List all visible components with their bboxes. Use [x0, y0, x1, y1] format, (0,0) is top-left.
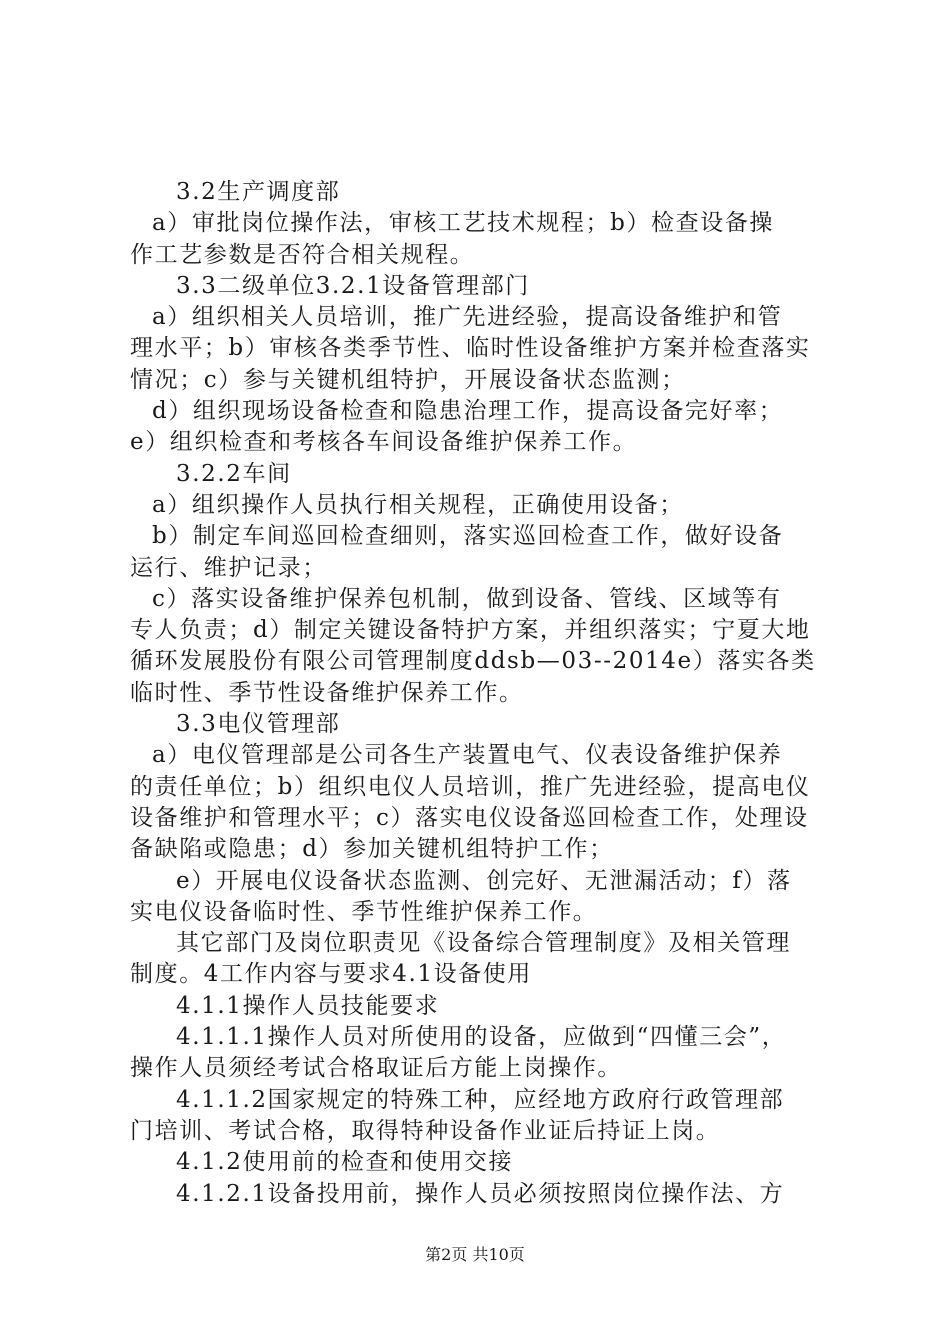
paragraph-line: 操作人员须经考试合格取证后方能上岗操作。 — [130, 1055, 622, 1082]
section-heading: 3.2.2车间 — [176, 460, 292, 487]
paragraph-line: 设备维护和管理水平；c）落实电仪设备巡回检查工作，处理设 — [130, 804, 809, 831]
paragraph-line: 循环发展股份有限公司管理制度ddsb—03--2014e）落实各类 — [130, 648, 816, 675]
document-body — [130, 177, 832, 1210]
section-heading: 4.1.1操作人员技能要求 — [176, 992, 440, 1019]
paragraph-line: 专人负责；d）制定关键设备特护方案，并组织落实；宁夏大地 — [130, 617, 811, 644]
paragraph-line: 4.1.1.2国家规定的特殊工种，应经地方政府行政管理部 — [176, 1086, 785, 1113]
paragraph-line: c）落实设备维护保养包机制，做到设备、管线、区域等有 — [152, 585, 782, 612]
paragraph-line: 4.1.2.1设备投用前，操作人员必须按照岗位操作法、方 — [176, 1180, 785, 1207]
paragraph-line: a）电仪管理部是公司各生产装置电气、仪表设备维护保养 — [152, 742, 783, 769]
section-heading: 3.3电仪管理部 — [176, 711, 341, 738]
paragraph-line: 备缺陷或隐患；d）参加关键机组特护工作； — [130, 836, 614, 863]
paragraph-line: 运行、维护记录； — [130, 554, 327, 581]
paragraph-line: 实电仪设备临时性、季节性维护保养工作。 — [130, 898, 598, 925]
paragraph-line: 制度。4工作内容与要求4.1设备使用 — [130, 961, 533, 988]
paragraph-line: 门培训、考试合格，取得特种设备作业证后持证上岗。 — [130, 1117, 721, 1144]
paragraph-line: d）组织现场设备检查和隐患治理工作，提高设备完好率； — [152, 398, 784, 425]
paragraph-line: 情况；c）参与关键机组特护，开展设备状态监测； — [130, 366, 686, 393]
paragraph-line: a）组织相关人员培训，推广先进经验，提高设备维护和管 — [152, 304, 783, 331]
paragraph-line: 理水平；b）审核各类季节性、临时性设备维护方案并检查落实 — [130, 335, 811, 362]
paragraph-line: a）组织操作人员执行相关规程，正确使用设备； — [152, 491, 684, 518]
section-heading: 3.3二级单位3.2.1设备管理部门 — [176, 272, 530, 299]
section-heading: 4.1.2使用前的检查和使用交接 — [176, 1149, 514, 1176]
paragraph-line: a）审批岗位操作法，审核工艺技术规程；b）检查设备操 — [152, 210, 775, 237]
paragraph-line: 的责任单位；b）组织电仪人员培训，推广先进经验，提高电仪 — [130, 773, 811, 800]
paragraph-line: e）组织检查和考核各车间设备维护保养工作。 — [130, 429, 638, 456]
paragraph-line: 作工艺参数是否符合相关规程。 — [130, 241, 475, 268]
paragraph-line: 临时性、季节性设备维护保养工作。 — [130, 679, 524, 706]
paragraph-line: e）开展电仪设备状态监测、创完好、无泄漏活动；f）落 — [176, 867, 792, 894]
page-number-footer: 第2页 共10页 — [425, 1245, 525, 1264]
paragraph-line: 4.1.1.1操作人员对所使用的设备，应做到“四懂三会”， — [176, 1024, 787, 1051]
paragraph-line: b）制定车间巡回检查细则，落实巡回检查工作，做好设备 — [152, 523, 784, 550]
section-heading: 3.2生产调度部 — [176, 179, 341, 205]
paragraph-line: 其它部门及岗位职责见《设备综合管理制度》及相关管理 — [176, 930, 791, 957]
